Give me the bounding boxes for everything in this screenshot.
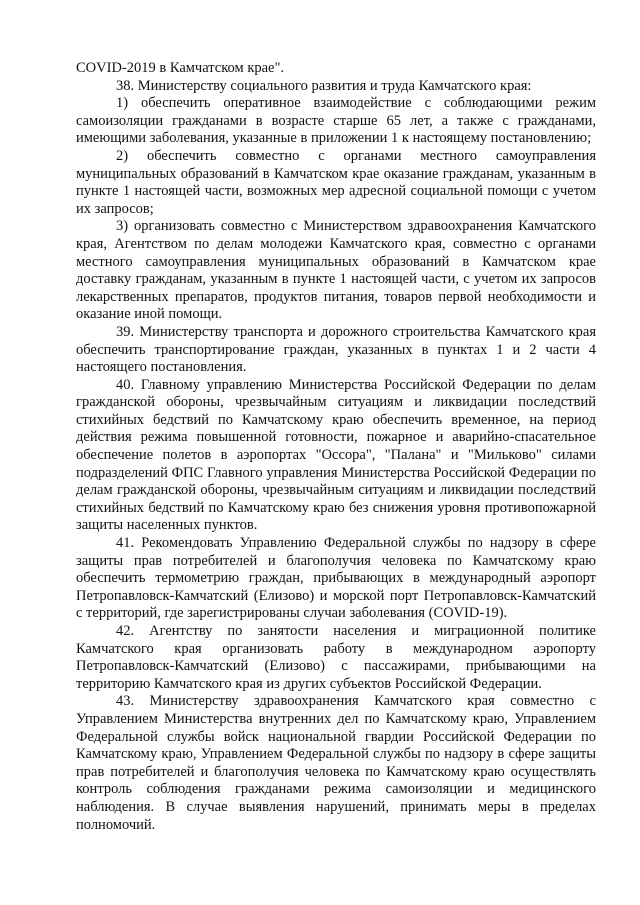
- paragraph-item-38-3: 3) организовать совместно с Министерством здравоохранения Камчатского края, Агентством по делам молодежи Камчатского края, совместно с органами местного самоуправления муниципальных образований в Камчатском крае доставку гражданам, указанным в пункте 1 настоящей части, с учетом их запросов лекарственных препаратов, продуктов питания, товаров первой необходимости и оказание иной помощи.: [76, 218, 596, 323]
- paragraph-item-41: 41. Рекомендовать Управлению Федеральной службы по надзору в сфере защиты прав потребителей и благополучия человека по Камчатскому краю обеспечить термометрию граждан, прибывающих в международный аэропорт Петропавловск-Камчатский (Елизово) и морской порт Петропавловск-Камчатский с территорий, где зарегистрированы случаи заболевания (COVID-19).: [76, 535, 596, 622]
- paragraph-continuation: COVID-2019 в Камчатском крае".: [76, 60, 285, 76]
- paragraph-item-38-1: 1) обеспечить оперативное взаимодействие с соблюдающими режим самоизоляции гражданами в возрасте старше 65 лет, а также с гражданами, имеющими заболевания, указанные в приложении 1 к настоящему постановлению;: [76, 95, 596, 147]
- paragraph-item-38-2: 2) обеспечить совместно с органами местного самоуправления муниципальных образований в Камчатском крае оказание гражданам, указанным в пункте 1 настоящей части, возможных мер адресной социальной помощи с учетом их запросов;: [76, 147, 596, 217]
- paragraph-item-43: 43. Министерству здравоохранения Камчатского края совместно с Управлением Министерства внутренних дел по Камчатскому краю, Управлением Федеральной службы войск национальной гвардии Российской Федерации по Камчатскому краю, Управлением Федеральной службы по надзору в сфере защиты прав потребителей и благополучия человека по Камчатскому краю осуществлять контроль соблюдения гражданами режима самоизоляции и медицинского наблюдения. В случае выявления нарушений, принимать меры в пределах полномочий.: [76, 693, 596, 833]
- paragraph-item-39: 39. Министерству транспорта и дорожного строительства Камчатского края обеспечить транспортирование граждан, указанных в пунктах 1 и 2 части 4 настоящего постановления.: [76, 323, 596, 376]
- paragraph-item-38: 38. Министерству социального развития и труда Камчатского края:: [116, 77, 532, 94]
- paragraph-item-42: 42. Агентству по занятости населения и миграционной политике Камчатского края организовать работу в международном аэропорту Петропавловск-Камчатский (Елизово) с пассажирами, прибывающими на территорию Камчатского края из других субъектов Российской Федерации.: [76, 623, 596, 692]
- paragraph-item-40: 40. Главному управлению Министерства Российской Федерации по делам гражданской обороны, чрезвычайным ситуациям и ликвидации последствий стихийных бедствий по Камчатскому краю обеспечить временное, на период действия режима повышенной готовности, пожарное и аварийно-спасательное обеспечение полетов в аэропортах "Оссора", "Палана" и "Мильково" силами подразделений ФПС Главного управления Министерства Российской Федерации по делам гражданской обороны, чрезвычайным ситуациям и ликвидации последствий стихийных бедствий по Камчатскому краю без снижения уровня противопожарной защиты населенных пунктов.: [76, 376, 596, 534]
- document-page: [76, 60, 596, 834]
